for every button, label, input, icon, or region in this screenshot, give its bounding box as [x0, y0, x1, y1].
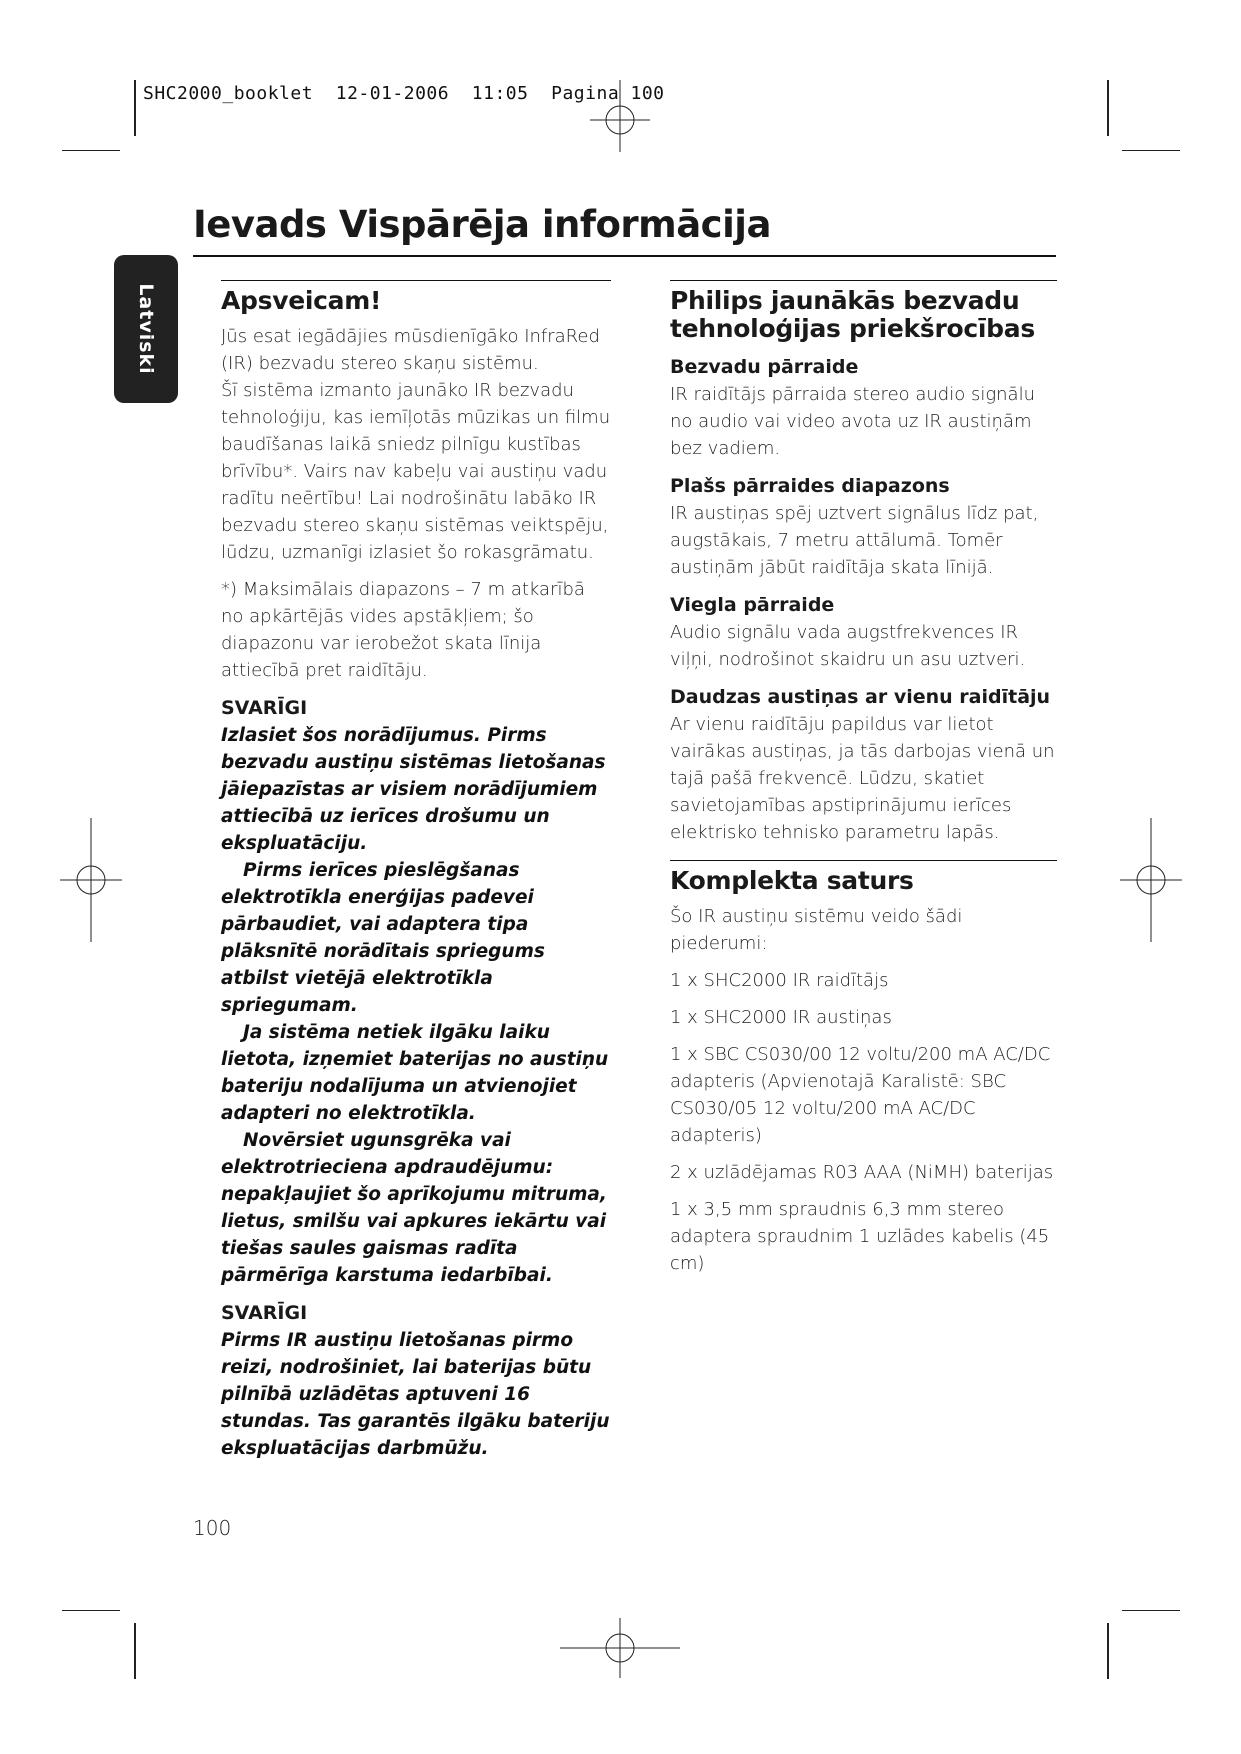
intro-paragraph: Jūs esat iegādājies mūsdienīgāko InfraRed (IR) bezvadu stereo skaņu sistēmu.	[221, 326, 600, 374]
feature-text: IR raidītājs pārraida stereo audio signālu no audio vai video avota uz IR austiņām bez vadiem.	[670, 384, 1036, 459]
registration-mark-bottom	[560, 1618, 680, 1678]
intro-paragraph-2: Šī sistēma izmanto jaunāko IR bezvadu tehnoloģiju, kas iemīļotās mūzikas un filmu baudīšanas laikā sniedz pilnīgu kustības brīvību*. Vairs nav kabeļu vai austiņu vadu radītu neērtību! Lai nodrošinātu labāko IR bezvadu stereo skaņu sistēmas veiktspēju, lūdzu, uzmanīgi izlasiet šo rokasgrāmatu.	[221, 380, 611, 563]
crop-mark-bottom-left-h	[62, 1610, 120, 1611]
registration-mark-right	[1120, 818, 1182, 942]
language-tab	[114, 255, 178, 403]
important-text: Izlasiet šos norādījumus. Pirms bezvadu austiņu sistēmas lietošanas jāiepazīstas ar visiem norādījumiem attiecībā uz ierīces drošumu un ekspluatāciju.	[221, 725, 606, 854]
section-rule	[221, 280, 611, 281]
important-text-2: Pirms IR austiņu lietošanas pirmo reizi, nodrošiniet, lai baterijas būtu pilnībā uzlādētas aptuveni 16 stundas. Tas garantēs ilgāku bateriju ekspluatācijas darbmūžu.	[221, 1330, 610, 1459]
print-slug: SHC2000_booklet 12-01-2006 11:05 Pagina 100	[143, 83, 665, 104]
important-heading: SVARĪGI	[221, 697, 308, 719]
contents-heading: Komplekta saturs	[670, 866, 914, 895]
list-item: 2 x uzlādējamas R03 AAA (NiMH) baterijas	[670, 1162, 1054, 1183]
feature-title: Daudzas austiņas ar vienu raidītāju	[670, 686, 1051, 708]
crop-mark-bottom-left-v	[134, 1623, 136, 1679]
feature-title: Bezvadu pārraide	[670, 356, 859, 378]
page-title: Ievads Vispārēja informācija	[193, 203, 771, 246]
important-heading-2: SVARĪGI	[221, 1302, 308, 1324]
footnote: *) Maksimālais diapazons – 7 m atkarībā no apkārtējās vides apstākļiem; šo diapazonu var ierobežot skata līnija attiecībā pret raidītāju.	[221, 579, 585, 681]
page-number: 100	[193, 1516, 232, 1540]
features-heading: Philips jaunākās bezvadu tehnoloģijas priekšrocības	[670, 286, 1035, 343]
section-rule	[670, 280, 1057, 281]
title-rule	[193, 255, 1056, 257]
welcome-heading: Apsveicam!	[221, 286, 382, 315]
feature-text: Ar vienu raidītāju papildus var lietot vairākas austiņas, ja tās darbojas vienā un tajā pašā frekvencē. Lūdzu, skatiet savietojamības apstiprinājumu ierīces elektrisko tehnisko parametru lapās.	[670, 714, 1055, 843]
crop-mark-top-left-h	[62, 150, 120, 151]
list-item: 1 x SBC CS030/00 12 voltu/200 mA AC/DC adapteris (Apvienotajā Karalistē: SBC CS030/05 12 voltu/200 mA AC/DC adapteris)	[670, 1044, 1051, 1146]
list-item: 1 x 3,5 mm spraudnis 6,3 mm stereo adaptera spraudnim 1 uzlādes kabelis (45 cm)	[670, 1199, 1050, 1274]
crop-mark-bottom-right-v	[1107, 1623, 1109, 1679]
crop-mark-top-right-h	[1122, 150, 1180, 151]
feature-title: Viegla pārraide	[670, 594, 835, 616]
left-column	[221, 280, 611, 1462]
important-text: Pirms ierīces pieslēgšanas elektrotīkla enerģijas padevei pārbaudiet, vai adaptera tipa plāksnītē norādītais spriegums atbilst vietējā elektrotīkla spriegumam.	[221, 860, 545, 1016]
registration-mark-left	[60, 818, 122, 942]
crop-mark-top-left-v	[134, 80, 136, 136]
contents-intro: Šo IR austiņu sistēmu veido šādi piederumi:	[670, 906, 963, 954]
crop-mark-top-right-v	[1107, 80, 1109, 136]
feature-text: IR austiņas spēj uztvert signālus līdz pat, augstākais, 7 metru attālumā. Tomēr austiņām jābūt raidītāja skata līnijā.	[670, 503, 1039, 578]
crop-mark-bottom-right-h	[1122, 1610, 1180, 1611]
section-rule	[670, 860, 1057, 861]
feature-text: Audio signālu vada augstfrekvences IR viļņi, nodrošinot skaidru un asu uztveri.	[670, 622, 1026, 670]
language-tab-label: Latviski	[135, 283, 157, 375]
right-column	[670, 280, 1057, 1287]
important-text: Ja sistēma netiek ilgāku laiku lietota, izņemiet baterijas no austiņu bateriju nodalījuma un atvienojiet adapteri no elektrotīkla.	[221, 1022, 609, 1124]
feature-title: Plašs pārraides diapazons	[670, 475, 950, 497]
important-text: Novērsiet ugunsgrēka vai elektrotrieciena apdraudējumu: nepakļaujiet šo aprīkojumu mitruma, lietus, smilšu vai apkures iekārtu vai tiešas saules gaismas radīta pārmērīga karstuma iedarbībai.	[221, 1130, 607, 1286]
list-item: 1 x SHC2000 IR austiņas	[670, 1007, 892, 1028]
list-item: 1 x SHC2000 IR raidītājs	[670, 970, 889, 991]
